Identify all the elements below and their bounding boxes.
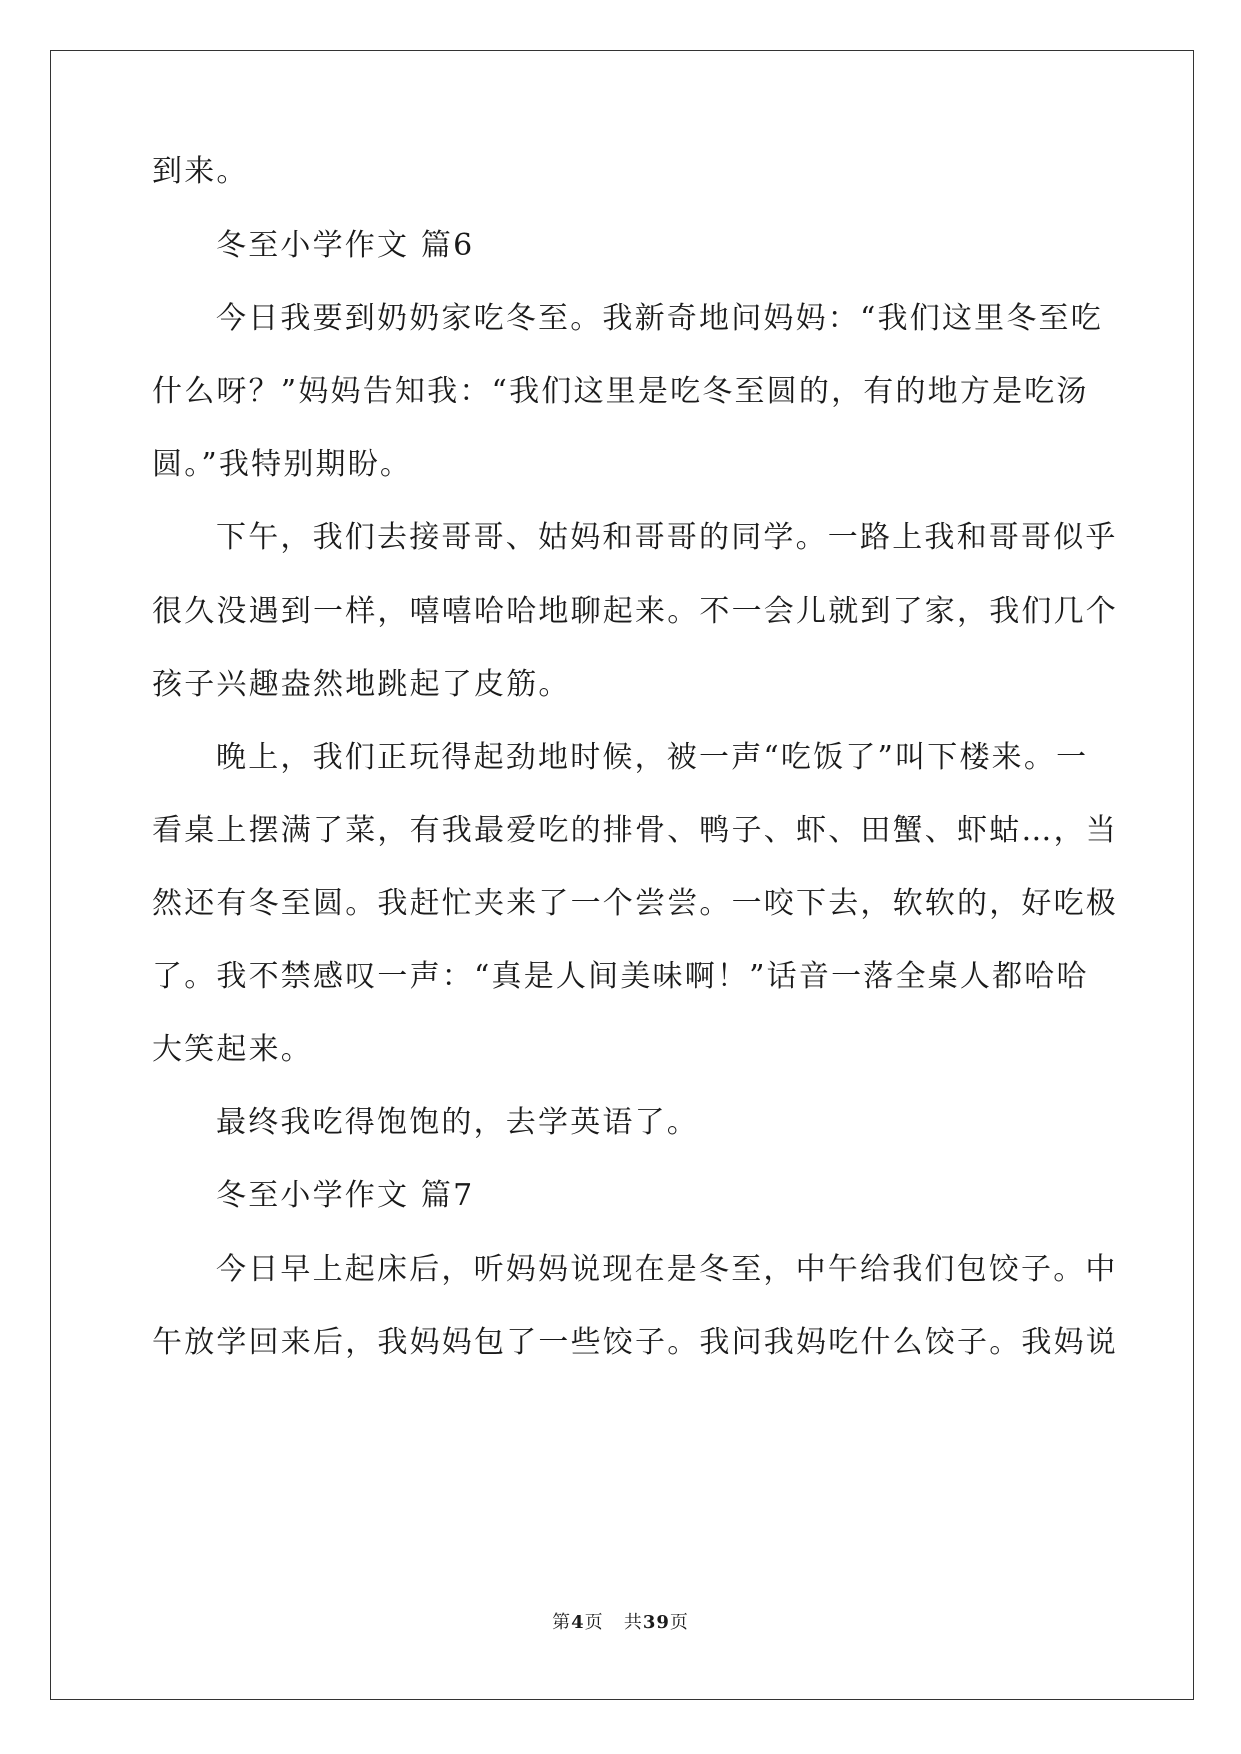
footer-page-number: 4 <box>571 1612 585 1633</box>
paragraph-line: 今日早上起床后，听妈妈说现在是冬至，中午给我们包饺子。中 <box>216 1252 1118 1287</box>
page-border <box>50 50 1194 1700</box>
footer-page-suffix: 页 <box>584 1612 604 1633</box>
paragraph-line: 晚上，我们正玩得起劲地时候，被一声“吃饭了”叫下楼来。一 <box>216 740 1089 775</box>
paragraph-line: 了。我不禁感叹一声：“真是人间美味啊！”话音一落全桌人都哈哈 <box>152 959 1089 994</box>
paragraph-line: 大笑起来。 <box>152 1032 313 1067</box>
page-footer <box>0 1611 1241 1635</box>
paragraph-line: 午放学回来后，我妈妈包了一些饺子。我问我妈吃什么饺子。我妈说 <box>152 1325 1118 1360</box>
paragraph-line: 然还有冬至圆。我赶忙夹来了一个尝尝。一咬下去，软软的，好吃极 <box>152 886 1118 921</box>
paragraph-line: 看桌上摆满了菜，有我最爱吃的排骨、鸭子、虾、田蟹、虾蛄…，当 <box>152 813 1118 848</box>
paragraph-line: 孩子兴趣盎然地跳起了皮筋。 <box>152 667 571 702</box>
footer-total-prefix: 共 <box>623 1612 643 1633</box>
paragraph-line: 什么呀？”妈妈告知我：“我们这里是吃冬至圆的，有的地方是吃汤 <box>152 374 1089 409</box>
footer-total-pages: 39 <box>642 1612 670 1633</box>
paragraph-line: 很久没遇到一样，嘻嘻哈哈地聊起来。不一会儿就到了家，我们几个 <box>152 594 1118 629</box>
footer-page-prefix: 第 <box>552 1612 572 1633</box>
paragraph-line: 最终我吃得饱饱的，去学英语了。 <box>216 1105 699 1140</box>
paragraph-line: 今日我要到奶奶家吃冬至。我新奇地问妈妈：“我们这里冬至吃 <box>216 301 1103 336</box>
paragraph-line: 下午，我们去接哥哥、姑妈和哥哥的同学。一路上我和哥哥似乎 <box>216 520 1118 555</box>
section-heading: 冬至小学作文 篇7 <box>216 1178 475 1213</box>
footer-total-suffix: 页 <box>669 1612 689 1633</box>
paragraph-line: 圆。”我特别期盼。 <box>152 447 413 482</box>
section-heading: 冬至小学作文 篇6 <box>216 228 475 263</box>
text-line: 到来。 <box>152 154 249 189</box>
